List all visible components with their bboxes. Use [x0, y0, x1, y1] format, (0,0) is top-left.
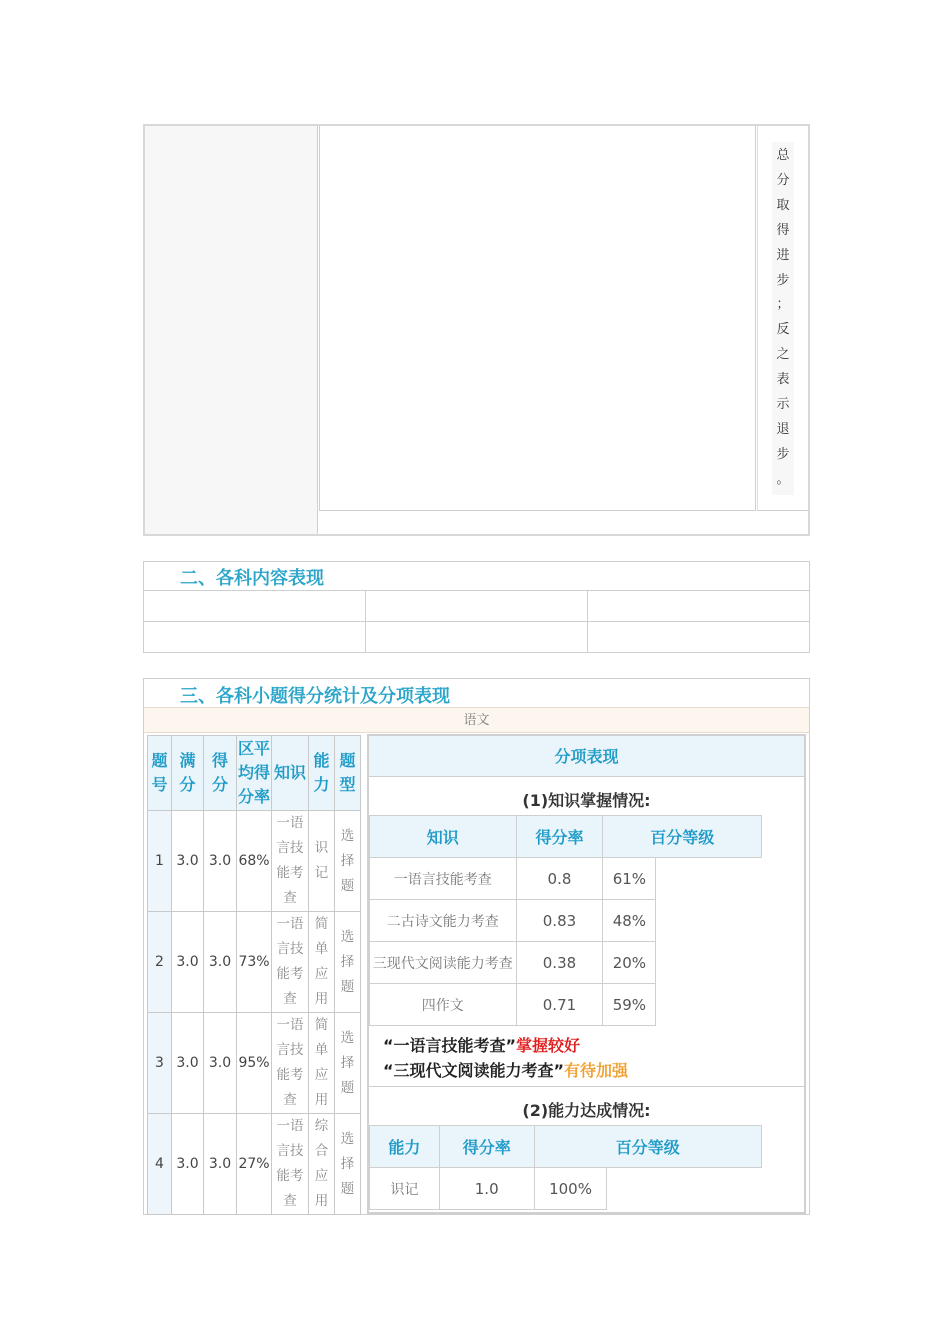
remark-weak-status: 有待加强: [564, 1061, 629, 1080]
ability: 简 单 应 用: [309, 912, 335, 1013]
avg-rate: 95%: [237, 1013, 272, 1114]
ability-table: [369, 1125, 762, 1210]
ability: 简 单 应 用: [309, 1013, 335, 1114]
remark-weak: [383, 1058, 628, 1081]
level-col-header: 百分等级: [603, 816, 762, 858]
full-score: 3.0: [172, 1013, 204, 1114]
ability-subtitle: [369, 1098, 804, 1121]
note-char: 反: [776, 322, 790, 338]
col-header-ability: 能 力: [309, 736, 335, 811]
note-char: 示: [776, 397, 790, 413]
ability-rate-col-header: 得分率: [439, 1126, 534, 1168]
ability-col-header: 能力: [370, 1126, 440, 1168]
trend-footer-row: [319, 511, 808, 534]
knowledge-level: 59%: [603, 984, 656, 1026]
ability: 识 记: [309, 811, 335, 912]
grid-cell: [366, 622, 588, 653]
knowledge-rate: 0.38: [516, 942, 603, 984]
col-header-avg-rate: 区平 均得 分率: [237, 736, 272, 811]
ability-row: [370, 1168, 762, 1210]
score: 3.0: [204, 811, 237, 912]
question-no: 2: [148, 912, 172, 1013]
item-performance-panel: [367, 734, 806, 1214]
grid-cell: [588, 591, 809, 622]
knowledge-row: [370, 900, 762, 942]
knowledge: 一语 言技 能考 查: [272, 1114, 309, 1215]
question-no: 4: [148, 1114, 172, 1215]
note-char: 步: [776, 446, 790, 462]
ability-rate: 1.0: [439, 1168, 534, 1210]
knowledge-row: [370, 858, 762, 900]
note-char: 之: [776, 347, 790, 363]
knowledge-subtitle-text: (1)知识掌握情况:: [522, 791, 651, 810]
trend-note-column: [757, 126, 808, 511]
ability-name: 识记: [370, 1168, 440, 1210]
knowledge-rate: 0.71: [516, 984, 603, 1026]
knowledge-level: 48%: [603, 900, 656, 942]
knowledge-col-header: 知识: [370, 816, 517, 858]
trend-chart-area: [319, 126, 756, 511]
knowledge-table: [369, 815, 762, 1026]
remark-good: [383, 1033, 580, 1056]
knowledge-name: 二古诗文能力考查: [370, 900, 517, 942]
note-char: ；: [776, 297, 790, 313]
knowledge-level: 61%: [603, 858, 656, 900]
score: 3.0: [204, 1013, 237, 1114]
score-trend-panel: [143, 124, 810, 536]
col-header-full: 满 分: [172, 736, 204, 811]
note-char: 总: [776, 148, 790, 163]
knowledge-name: 一语言技能考查: [370, 858, 517, 900]
section-title: 三、各科小题得分统计及分项表现: [180, 686, 450, 707]
note-char: 得: [776, 222, 790, 238]
score: 3.0: [204, 912, 237, 1013]
trend-left-column: [145, 126, 318, 534]
knowledge-row: [370, 942, 762, 984]
grid-cell: [366, 591, 588, 622]
rate-col-header: 得分率: [516, 816, 603, 858]
knowledge-subtitle: [369, 788, 804, 811]
ability-level-col-header: 百分等级: [534, 1126, 761, 1168]
question-no: 3: [148, 1013, 172, 1114]
panel-header: 分项表现: [369, 736, 804, 777]
remark-good-subject: “一语言技能考查”: [383, 1036, 517, 1055]
question-stats-section: [143, 678, 810, 1215]
knowledge: 一语 言技 能考 查: [272, 912, 309, 1013]
knowledge-level: 20%: [603, 942, 656, 984]
table-header-row: [148, 736, 361, 811]
remark-weak-subject: “三现代文阅读能力考查”: [383, 1061, 565, 1080]
subject-content-section: [143, 561, 810, 653]
note-char: 步: [776, 272, 790, 288]
knowledge-header-row: [370, 816, 762, 858]
full-score: 3.0: [172, 811, 204, 912]
table-row: [148, 912, 361, 1013]
ability-subtitle-text: (2)能力达成情况:: [522, 1101, 651, 1120]
table-row: [148, 811, 361, 912]
grid-cell: [144, 622, 366, 653]
divider: [369, 1086, 804, 1087]
knowledge-name: 四作文: [370, 984, 517, 1026]
note-char: 取: [776, 197, 790, 213]
note-char: 表: [776, 372, 790, 388]
full-score: 3.0: [172, 912, 204, 1013]
table-row: [148, 1114, 361, 1215]
note-char: 退: [776, 421, 790, 437]
knowledge-rate: 0.83: [516, 900, 603, 942]
knowledge-row: [370, 984, 762, 1026]
subject-content-grid: [144, 590, 809, 652]
ability-level: 100%: [534, 1168, 607, 1210]
ability-header-row: [370, 1126, 762, 1168]
question-type: 选 择 题: [335, 912, 361, 1013]
knowledge-rate: 0.8: [516, 858, 603, 900]
question-type: 选 择 题: [335, 811, 361, 912]
section-title: 二、各科内容表现: [180, 568, 324, 589]
col-header-knowledge: 知识: [272, 736, 309, 811]
knowledge: 一语 言技 能考 查: [272, 1013, 309, 1114]
subject-label: 语文: [144, 707, 809, 733]
col-header-no: 题 号: [148, 736, 172, 811]
remark-good-status: 掌握较好: [516, 1036, 581, 1055]
question-no: 1: [148, 811, 172, 912]
avg-rate: 27%: [237, 1114, 272, 1215]
col-header-score: 得 分: [204, 736, 237, 811]
trend-note-text: [772, 142, 794, 495]
knowledge: 一语 言技 能考 查: [272, 811, 309, 912]
grid-cell: [144, 591, 366, 622]
question-score-table: [147, 735, 361, 1215]
full-score: 3.0: [172, 1114, 204, 1215]
note-char: 。: [776, 471, 790, 487]
avg-rate: 68%: [237, 811, 272, 912]
table-row: [148, 1013, 361, 1114]
note-char: 进: [776, 247, 790, 263]
score: 3.0: [204, 1114, 237, 1215]
question-type: 选 择 题: [335, 1013, 361, 1114]
ability: 综 合 应 用: [309, 1114, 335, 1215]
note-char: 分: [776, 172, 790, 188]
grid-cell: [588, 622, 809, 653]
question-type: 选 择 题: [335, 1114, 361, 1215]
knowledge-name: 三现代文阅读能力考查: [370, 942, 517, 984]
avg-rate: 73%: [237, 912, 272, 1013]
col-header-type: 题 型: [335, 736, 361, 811]
